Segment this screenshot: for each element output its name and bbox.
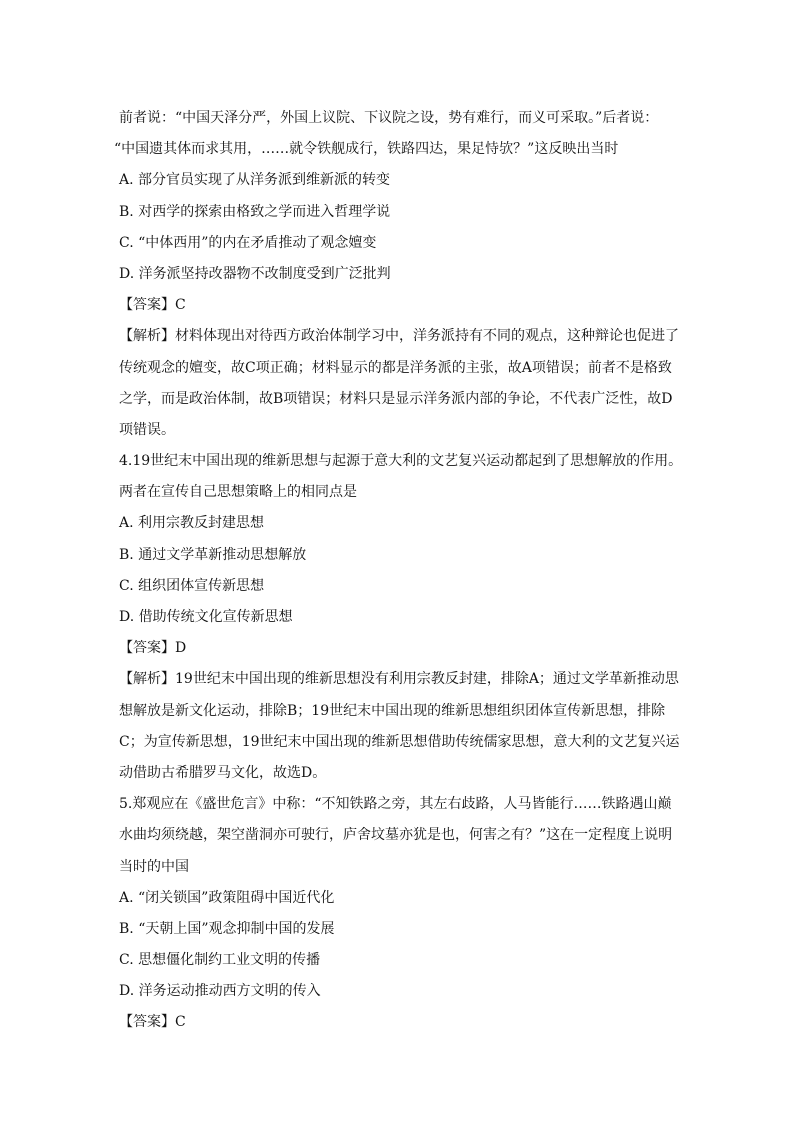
question-3 <box>114 103 679 446</box>
option-a: A. “闭关锁国”政策阻碍中国近代化 <box>119 889 335 906</box>
question-stem-line: 5.郑观应在《盛世危言》中称：“不知铁路之旁，其左右歧路，人马皆能行……铁路遇山巅 <box>119 796 672 813</box>
analysis-line: 项错误。 <box>119 421 175 438</box>
question-stem-line: “中国遗其体而求其用，……就令铁舰成行，铁路四达，果足恃欤？”这反映出当时 <box>114 141 619 158</box>
analysis-line: 想解放是新文化运动，排除B；19世纪末中国出现的维新思想组织团体宣传新思想，排除 <box>119 702 666 719</box>
analysis-line: 动借助古希腊罗马文化，故选D。 <box>119 764 327 781</box>
answer: 【答案】C <box>119 297 186 314</box>
option-b: B. “天朝上国”观念抑制中国的发展 <box>119 920 335 937</box>
question-stem-line: 4.19世纪末中国出现的维新思想与起源于意大利的文艺复兴运动都起到了思想解放的作用。 <box>119 453 683 470</box>
analysis-line: 之学，而是政治体制，故B项错误；材料只是显示洋务派内部的争论，不代表广泛性，故D <box>119 390 673 407</box>
option-d: D. 洋务派坚持改器物不改制度受到广泛批判 <box>119 265 391 282</box>
question-5 <box>119 789 679 1039</box>
analysis-line: 【解析】19世纪末中国出现的维新思想没有利用宗教反封建，排除A；通过文学革新推动思 <box>119 671 679 688</box>
option-a: A. 部分官员实现了从洋务派到维新派的转变 <box>119 172 391 189</box>
option-a: A. 利用宗教反封建思想 <box>119 515 265 532</box>
option-b: B. 通过文学革新推动思想解放 <box>119 546 307 563</box>
question-stem-line: 前者说：“中国天泽分严，外国上议院、下议院之设，势有难行，而义可采取。”后者说： <box>119 110 659 126</box>
option-c: C. 思想僵化制约工业文明的传播 <box>119 952 321 969</box>
question-stem-line: 当时的中国 <box>119 858 189 875</box>
question-stem-line: 水曲均须绕越，架空凿洞亦可驶行，庐舍坟墓亦犹是也，何害之有？”这在一定程度上说明 <box>119 827 673 844</box>
analysis-line: 【解析】材料体现出对待西方政治体制学习中，洋务派持有不同的观点，这种辩论也促进了 <box>119 328 679 345</box>
answer: 【答案】C <box>119 1014 186 1031</box>
analysis-line: C；为宣传新思想，19世纪末中国出现的维新思想借助传统儒家思想，意大利的文艺复兴运 <box>119 733 680 750</box>
option-d: D. 借助传统文化宣传新思想 <box>119 609 293 625</box>
document-content <box>114 103 683 1039</box>
option-c: C. 组织团体宣传新思想 <box>119 577 265 594</box>
option-d: D. 洋务运动推动西方文明的传入 <box>119 983 321 1000</box>
option-b: B. 对西学的探索由格致之学而进入哲理学说 <box>119 203 391 220</box>
analysis-line: 传统观念的嬗变，故C项正确；材料显示的都是洋务派的主张，故A项错误；前者不是格致 <box>119 359 672 376</box>
question-stem-line: 两者在宣传自己思想策略上的相同点是 <box>119 484 357 501</box>
question-4 <box>119 446 683 789</box>
answer: 【答案】D <box>119 640 187 657</box>
option-c: C. “中体西用”的内在矛盾推动了观念嬗变 <box>119 234 377 251</box>
